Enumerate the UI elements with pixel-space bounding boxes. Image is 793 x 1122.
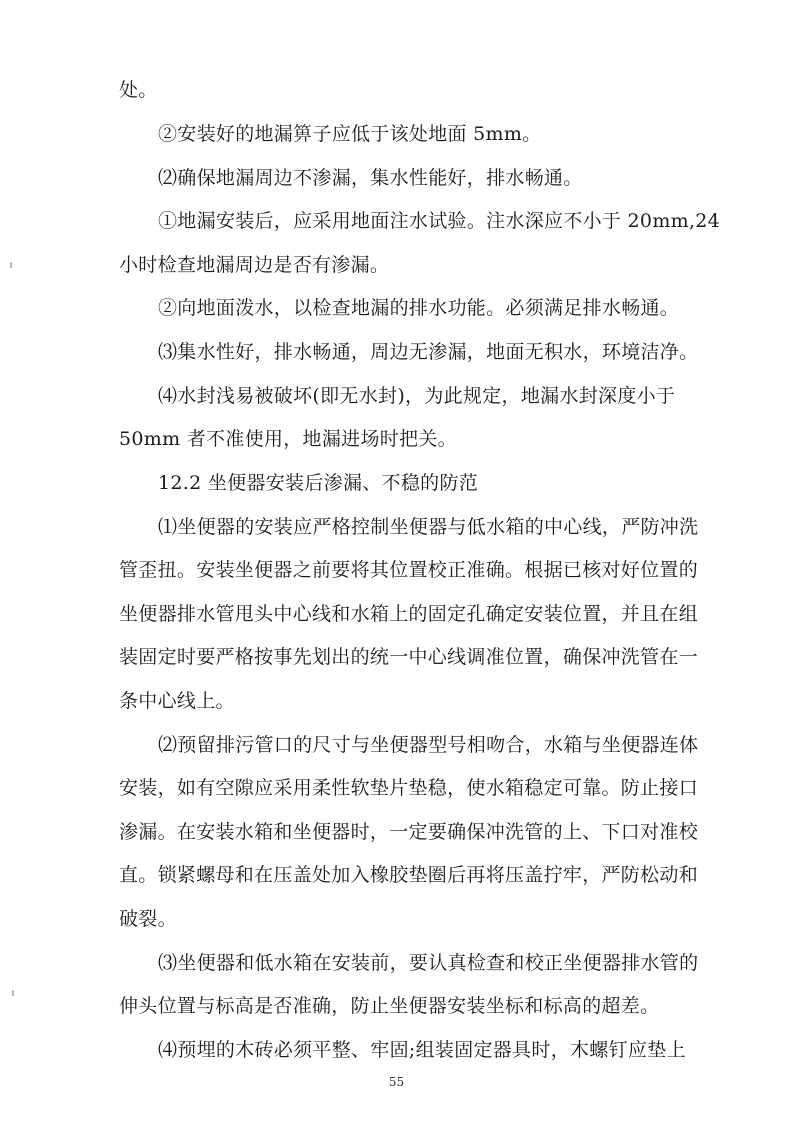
text-line: 渗漏。在安装水箱和坐便器时，一定要确保冲洗管的上、下口对准校 — [119, 821, 699, 843]
text-line: 管歪扭。安装坐便器之前要将其位置校正准确。根据已核对好位置的 — [119, 559, 699, 581]
text-line: ⑷水封浅易被破坏(即无水封)，为此规定，地漏水封深度小于 — [158, 385, 676, 407]
text-line: 50mm 者不准使用，地漏进场时把关。 — [119, 428, 457, 450]
text-line: 坐便器排水管甩头中心线和水箱上的固定孔确定安装位置，并且在组 — [119, 603, 699, 625]
text-line: 条中心线上。 — [119, 690, 235, 712]
text-line: 装固定时要严格按事先划出的统一中心线调准位置，确保冲洗管在一 — [119, 646, 699, 668]
text-line: ⑴坐便器的安装应严格控制坐便器与低水箱的中心线，严防冲洗 — [158, 516, 699, 538]
scan-speck — [10, 262, 12, 268]
text-line: 小时检查地漏周边是否有渗漏。 — [119, 254, 390, 276]
text-line: 直。锁紧螺母和在压盖处加入橡胶垫圈后再将压盖拧牢，严防松动和 — [119, 864, 699, 886]
page-number: 55 — [388, 1075, 405, 1089]
text-line: ①地漏安装后，应采用地面注水试验。注水深应不小于 20mm,24 — [158, 210, 721, 232]
text-line: 安装，如有空隙应采用柔性软垫片垫稳，使水箱稳定可靠。防止接口 — [119, 777, 699, 799]
text-line: 伸头位置与标高是否准确，防止坐便器安装坐标和标高的超差。 — [119, 995, 660, 1017]
text-line: ⑶集水性好，排水畅通，周边无渗漏，地面无积水，环境洁净。 — [158, 341, 699, 363]
text-line: ⑵确保地漏周边不渗漏，集水性能好，排水畅通。 — [158, 167, 583, 189]
text-line: ②向地面泼水，以检查地漏的排水功能。必须满足排水畅通。 — [158, 297, 680, 319]
text-line: 破裂。 — [119, 908, 177, 930]
text-line: ⑷预埋的木砖必须平整、牢固;组装固定器具时，木螺钉应垫上 — [158, 1039, 686, 1061]
text-line: ②安装好的地漏箅子应低于该处地面 5mm。 — [158, 123, 542, 145]
scan-speck — [12, 990, 14, 996]
section-heading: 12.2 坐便器安装后渗漏、不稳的防范 — [158, 472, 479, 494]
text-line: ⑵预留排污管口的尺寸与坐便器型号相吻合，水箱与坐便器连体 — [158, 734, 699, 756]
text-line: 处。 — [119, 79, 158, 101]
text-line: ⑶坐便器和低水箱在安装前，要认真检查和校正坐便器排水管的 — [158, 952, 699, 974]
